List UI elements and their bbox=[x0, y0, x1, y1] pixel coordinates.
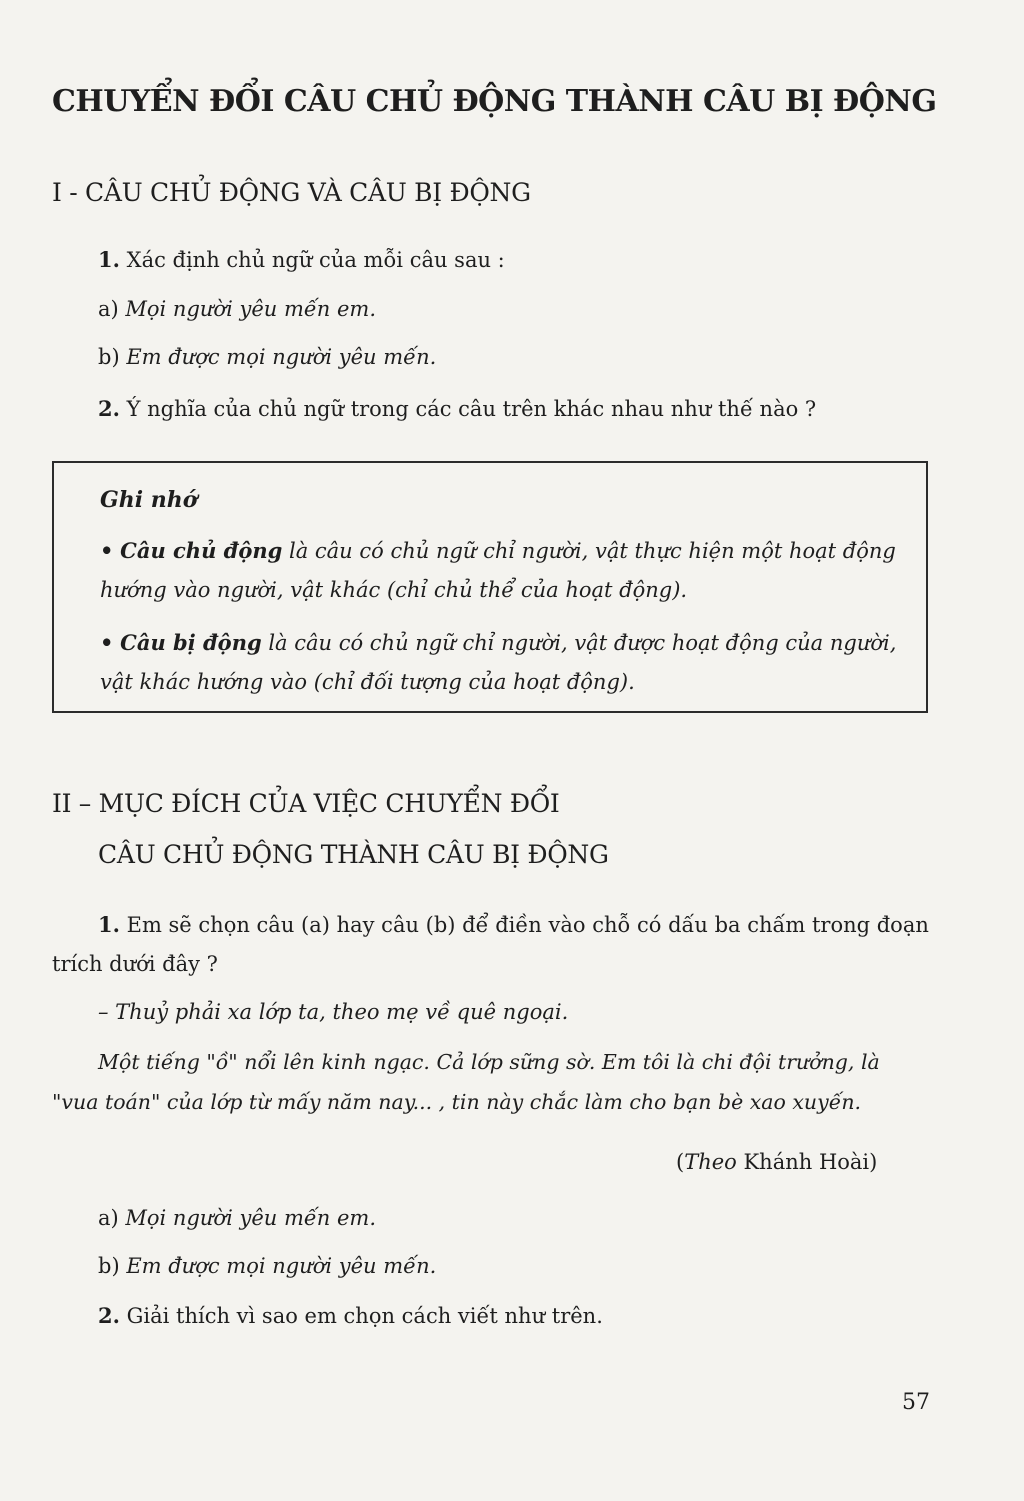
note-term: Câu bị động bbox=[120, 630, 262, 655]
question-number: 1. bbox=[98, 247, 120, 272]
section-1-sentence-a bbox=[98, 297, 376, 321]
section-2-heading-line-1: II – MỤC ĐÍCH CỦA VIỆC CHUYỂN ĐỔI bbox=[52, 789, 560, 818]
section-2-sentence-b bbox=[98, 1254, 436, 1278]
excerpt-line-1: – Thuỷ phải xa lớp ta, theo mẹ về quê ngoại. bbox=[98, 1000, 569, 1024]
source-theo: Theo bbox=[684, 1150, 737, 1174]
option-text: Em được mọi người yêu mến. bbox=[126, 345, 437, 369]
section-1-sentence-b bbox=[98, 345, 436, 369]
question-text: Giải thích vì sao em chọn cách viết như trên. bbox=[119, 1304, 603, 1328]
section-2-sentence-a bbox=[98, 1206, 376, 1230]
note-text: là câu có chủ ngữ chỉ người, vật được hoạt động của người, bbox=[261, 631, 897, 655]
excerpt-source bbox=[676, 1150, 877, 1174]
section-1-heading: I - CÂU CHỦ ĐỘNG VÀ CÂU BỊ ĐỘNG bbox=[52, 178, 531, 207]
option-text: Em được mọi người yêu mến. bbox=[126, 1254, 437, 1278]
note-heading: Ghi nhớ bbox=[100, 487, 198, 513]
note-item-1-line-1 bbox=[100, 538, 896, 563]
section-2-question-1-line-1 bbox=[98, 912, 929, 937]
note-term: Câu chủ động bbox=[120, 538, 283, 563]
option-label: b) bbox=[98, 1254, 127, 1278]
option-label: b) bbox=[98, 345, 127, 369]
note-item-2-line-1 bbox=[100, 630, 896, 655]
excerpt-line-2: Một tiếng "ồ" nổi lên kinh ngạc. Cả lớp sững sờ. Em tôi là chi đội trưởng, là bbox=[98, 1050, 880, 1074]
question-text: Xác định chủ ngữ của mỗi câu sau : bbox=[119, 248, 505, 272]
note-item-1-line-2: hướng vào người, vật khác (chỉ chủ thể của hoạt động). bbox=[100, 578, 688, 602]
note-text: là câu có chủ ngữ chỉ người, vật thực hiện một hoạt động bbox=[282, 539, 896, 563]
source-paren: ( bbox=[676, 1150, 685, 1174]
option-text: Mọi người yêu mến em. bbox=[125, 1206, 376, 1230]
section-1-question-2 bbox=[98, 396, 816, 421]
option-label: a) bbox=[98, 297, 126, 321]
source-author: Khánh Hoài) bbox=[736, 1150, 878, 1174]
note-item-2-line-2: vật khác hướng vào (chỉ đối tượng của hoạt động). bbox=[100, 670, 635, 694]
question-number: 2. bbox=[98, 396, 120, 421]
option-text: Mọi người yêu mến em. bbox=[125, 297, 376, 321]
section-1-question-1 bbox=[98, 247, 505, 272]
question-number: 1. bbox=[98, 912, 120, 937]
question-text: Ý nghĩa của chủ ngữ trong các câu trên khác nhau như thế nào ? bbox=[119, 397, 817, 421]
section-2-heading-line-2: CÂU CHỦ ĐỘNG THÀNH CÂU BỊ ĐỘNG bbox=[98, 840, 609, 869]
bullet-icon: • bbox=[100, 630, 114, 655]
question-text: Em sẽ chọn câu (a) hay câu (b) để điền vào chỗ có dấu ba chấm trong đoạn bbox=[119, 913, 929, 937]
page-number: 57 bbox=[902, 1390, 930, 1415]
page-title: CHUYỂN ĐỔI CÂU CHỦ ĐỘNG THÀNH CÂU BỊ ĐỘNG bbox=[52, 84, 937, 119]
section-2-question-2 bbox=[98, 1303, 603, 1328]
bullet-icon: • bbox=[100, 538, 114, 563]
section-2-question-1-line-2: trích dưới đây ? bbox=[52, 952, 218, 976]
note-box bbox=[52, 461, 928, 713]
question-number: 2. bbox=[98, 1303, 120, 1328]
option-label: a) bbox=[98, 1206, 126, 1230]
excerpt-line-3: "vua toán" của lớp từ mấy năm nay... , tin này chắc làm cho bạn bè xao xuyến. bbox=[52, 1090, 862, 1114]
